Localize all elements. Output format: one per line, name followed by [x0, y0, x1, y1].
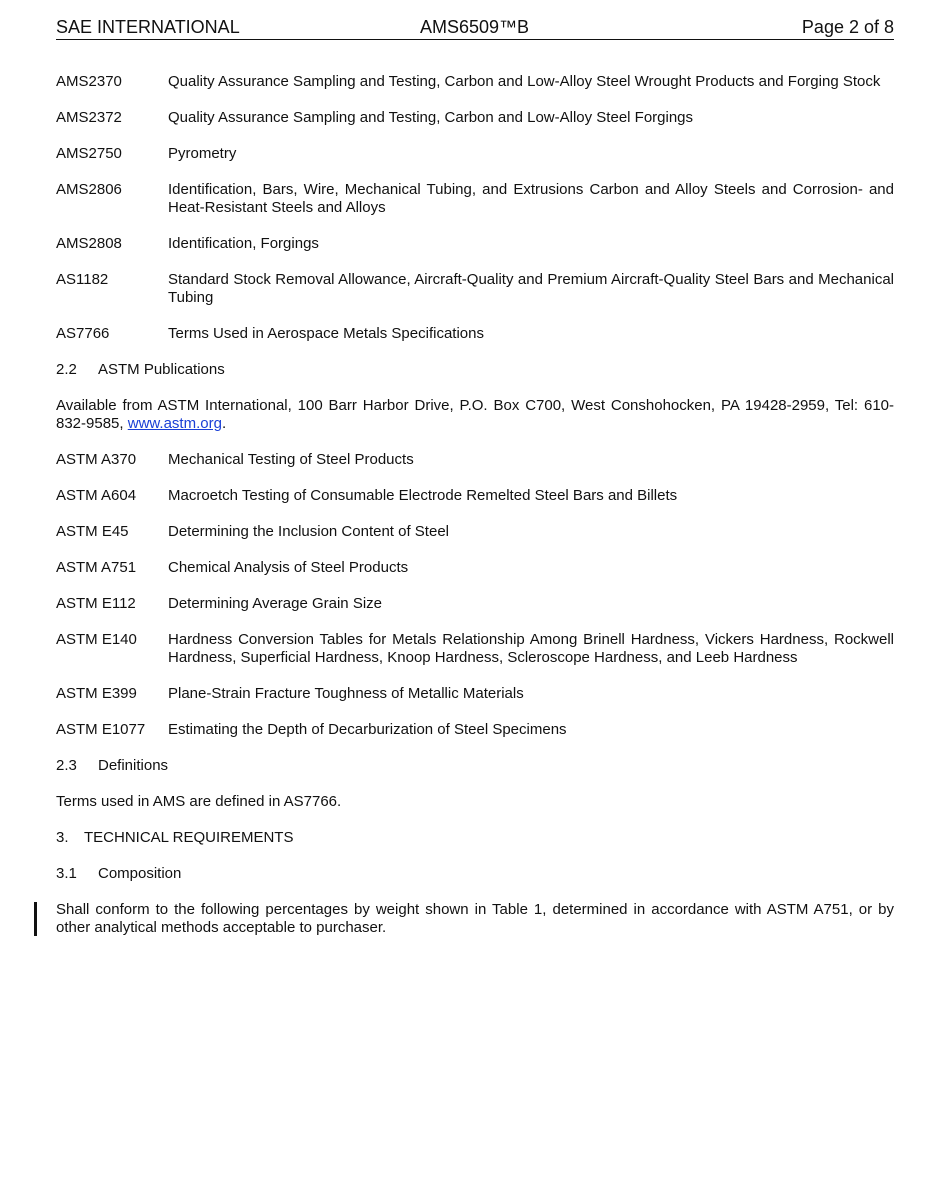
reference-title: Estimating the Depth of Decarburization of Steel Specimens — [168, 721, 567, 738]
reference-row — [56, 721, 894, 739]
header-document-number: AMS6509™B — [420, 17, 530, 37]
reference-row — [56, 271, 894, 307]
reference-title: Chemical Analysis of Steel Products — [168, 559, 409, 576]
reference-title: Hardness Conversion Tables for Metals Relationship Among Brinell Hardness, Vickers Hardness, Rockwell Hardness, Superficial Hardness, Knoop Hardness, Scleroscope Hardness, and Leeb Hardness — [168, 631, 894, 666]
reference-code: ASTM E1077 — [56, 721, 146, 738]
reference-row — [56, 595, 894, 613]
reference-row — [56, 451, 894, 469]
section-number: 2.2 — [56, 361, 77, 378]
reference-title: Determining the Inclusion Content of Steel — [168, 523, 449, 540]
reference-code: AMS2370 — [56, 73, 122, 90]
reference-row — [56, 685, 894, 703]
composition-paragraph: Shall conform to the following percentages by weight shown in Table 1, determined in accordance with ASTM A751, or by other analytical methods acceptable to purchaser. — [56, 901, 894, 936]
reference-row — [56, 631, 894, 667]
reference-title: Quality Assurance Sampling and Testing, Carbon and Low-Alloy Steel Wrought Products and Forging Stock — [168, 73, 881, 90]
reference-code: AMS2372 — [56, 109, 122, 126]
reference-code: ASTM E399 — [56, 685, 137, 702]
reference-title: Terms Used in Aerospace Metals Specifications — [168, 325, 484, 342]
section-heading-2-2 — [56, 361, 894, 379]
reference-code: ASTM A370 — [56, 451, 137, 468]
section-heading-2-3 — [56, 757, 894, 775]
reference-row — [56, 181, 894, 217]
reference-code: AS1182 — [56, 271, 109, 288]
section-title: Composition — [98, 865, 182, 882]
reference-code: ASTM A751 — [56, 559, 137, 576]
revision-change-bar — [34, 902, 37, 936]
reference-row — [56, 235, 894, 253]
reference-code: ASTM E140 — [56, 631, 137, 648]
reference-code: AMS2750 — [56, 145, 122, 162]
reference-code: AMS2808 — [56, 235, 122, 252]
astm-availability-paragraph — [56, 397, 894, 433]
reference-code: AMS2806 — [56, 181, 122, 198]
ams-reference-list — [56, 73, 894, 343]
reference-title: Quality Assurance Sampling and Testing, Carbon and Low-Alloy Steel Forgings — [168, 109, 694, 126]
reference-row — [56, 109, 894, 127]
reference-row — [56, 559, 894, 577]
section-title: TECHNICAL REQUIREMENTS — [84, 829, 294, 846]
reference-title: Pyrometry — [168, 145, 237, 162]
astm-website-link[interactable]: www.astm.org — [127, 415, 222, 432]
reference-title: Plane-Strain Fracture Toughness of Metallic Materials — [168, 685, 524, 702]
section-title: Definitions — [98, 757, 169, 774]
reference-title: Mechanical Testing of Steel Products — [168, 451, 414, 468]
reference-row — [56, 73, 894, 91]
definitions-paragraph: Terms used in AMS are defined in AS7766. — [56, 793, 342, 810]
reference-title: Standard Stock Removal Allowance, Aircraft-Quality and Premium Aircraft-Quality Steel Bars and Mechanical Tubing — [168, 271, 894, 306]
reference-code: ASTM E45 — [56, 523, 129, 540]
availability-period: . — [221, 415, 227, 432]
availability-text: Available from ASTM International, 100 Barr Harbor Drive, P.O. Box C700, West Conshohocken, PA 19428-2959, Tel: 610-832-9585, — [56, 397, 894, 432]
header-page-number: Page 2 of 8 — [801, 17, 894, 37]
reference-row — [56, 523, 894, 541]
header-organization: SAE INTERNATIONAL — [56, 17, 240, 37]
reference-code: AS7766 — [56, 325, 110, 342]
reference-code: ASTM A604 — [56, 487, 137, 504]
reference-title: Identification, Bars, Wire, Mechanical Tubing, and Extrusions Carbon and Alloy Steels and Corrosion- and Heat-Resistant Steels and Alloys — [168, 181, 894, 216]
section-number: 2.3 — [56, 757, 77, 774]
reference-title: Macroetch Testing of Consumable Electrode Remelted Steel Bars and Billets — [168, 487, 678, 504]
reference-row — [56, 145, 894, 163]
section-heading-3-1 — [56, 865, 894, 883]
section-title: ASTM Publications — [98, 361, 225, 378]
section-number: 3.1 — [56, 865, 77, 882]
reference-row — [56, 487, 894, 505]
reference-title: Determining Average Grain Size — [168, 595, 382, 612]
section-heading-3 — [56, 829, 894, 847]
section-number: 3. — [56, 829, 69, 846]
reference-title: Identification, Forgings — [168, 235, 319, 252]
astm-reference-list — [56, 451, 894, 739]
document-page — [56, 16, 894, 955]
reference-row — [56, 325, 894, 343]
page-header — [56, 16, 894, 40]
reference-code: ASTM E112 — [56, 595, 136, 612]
